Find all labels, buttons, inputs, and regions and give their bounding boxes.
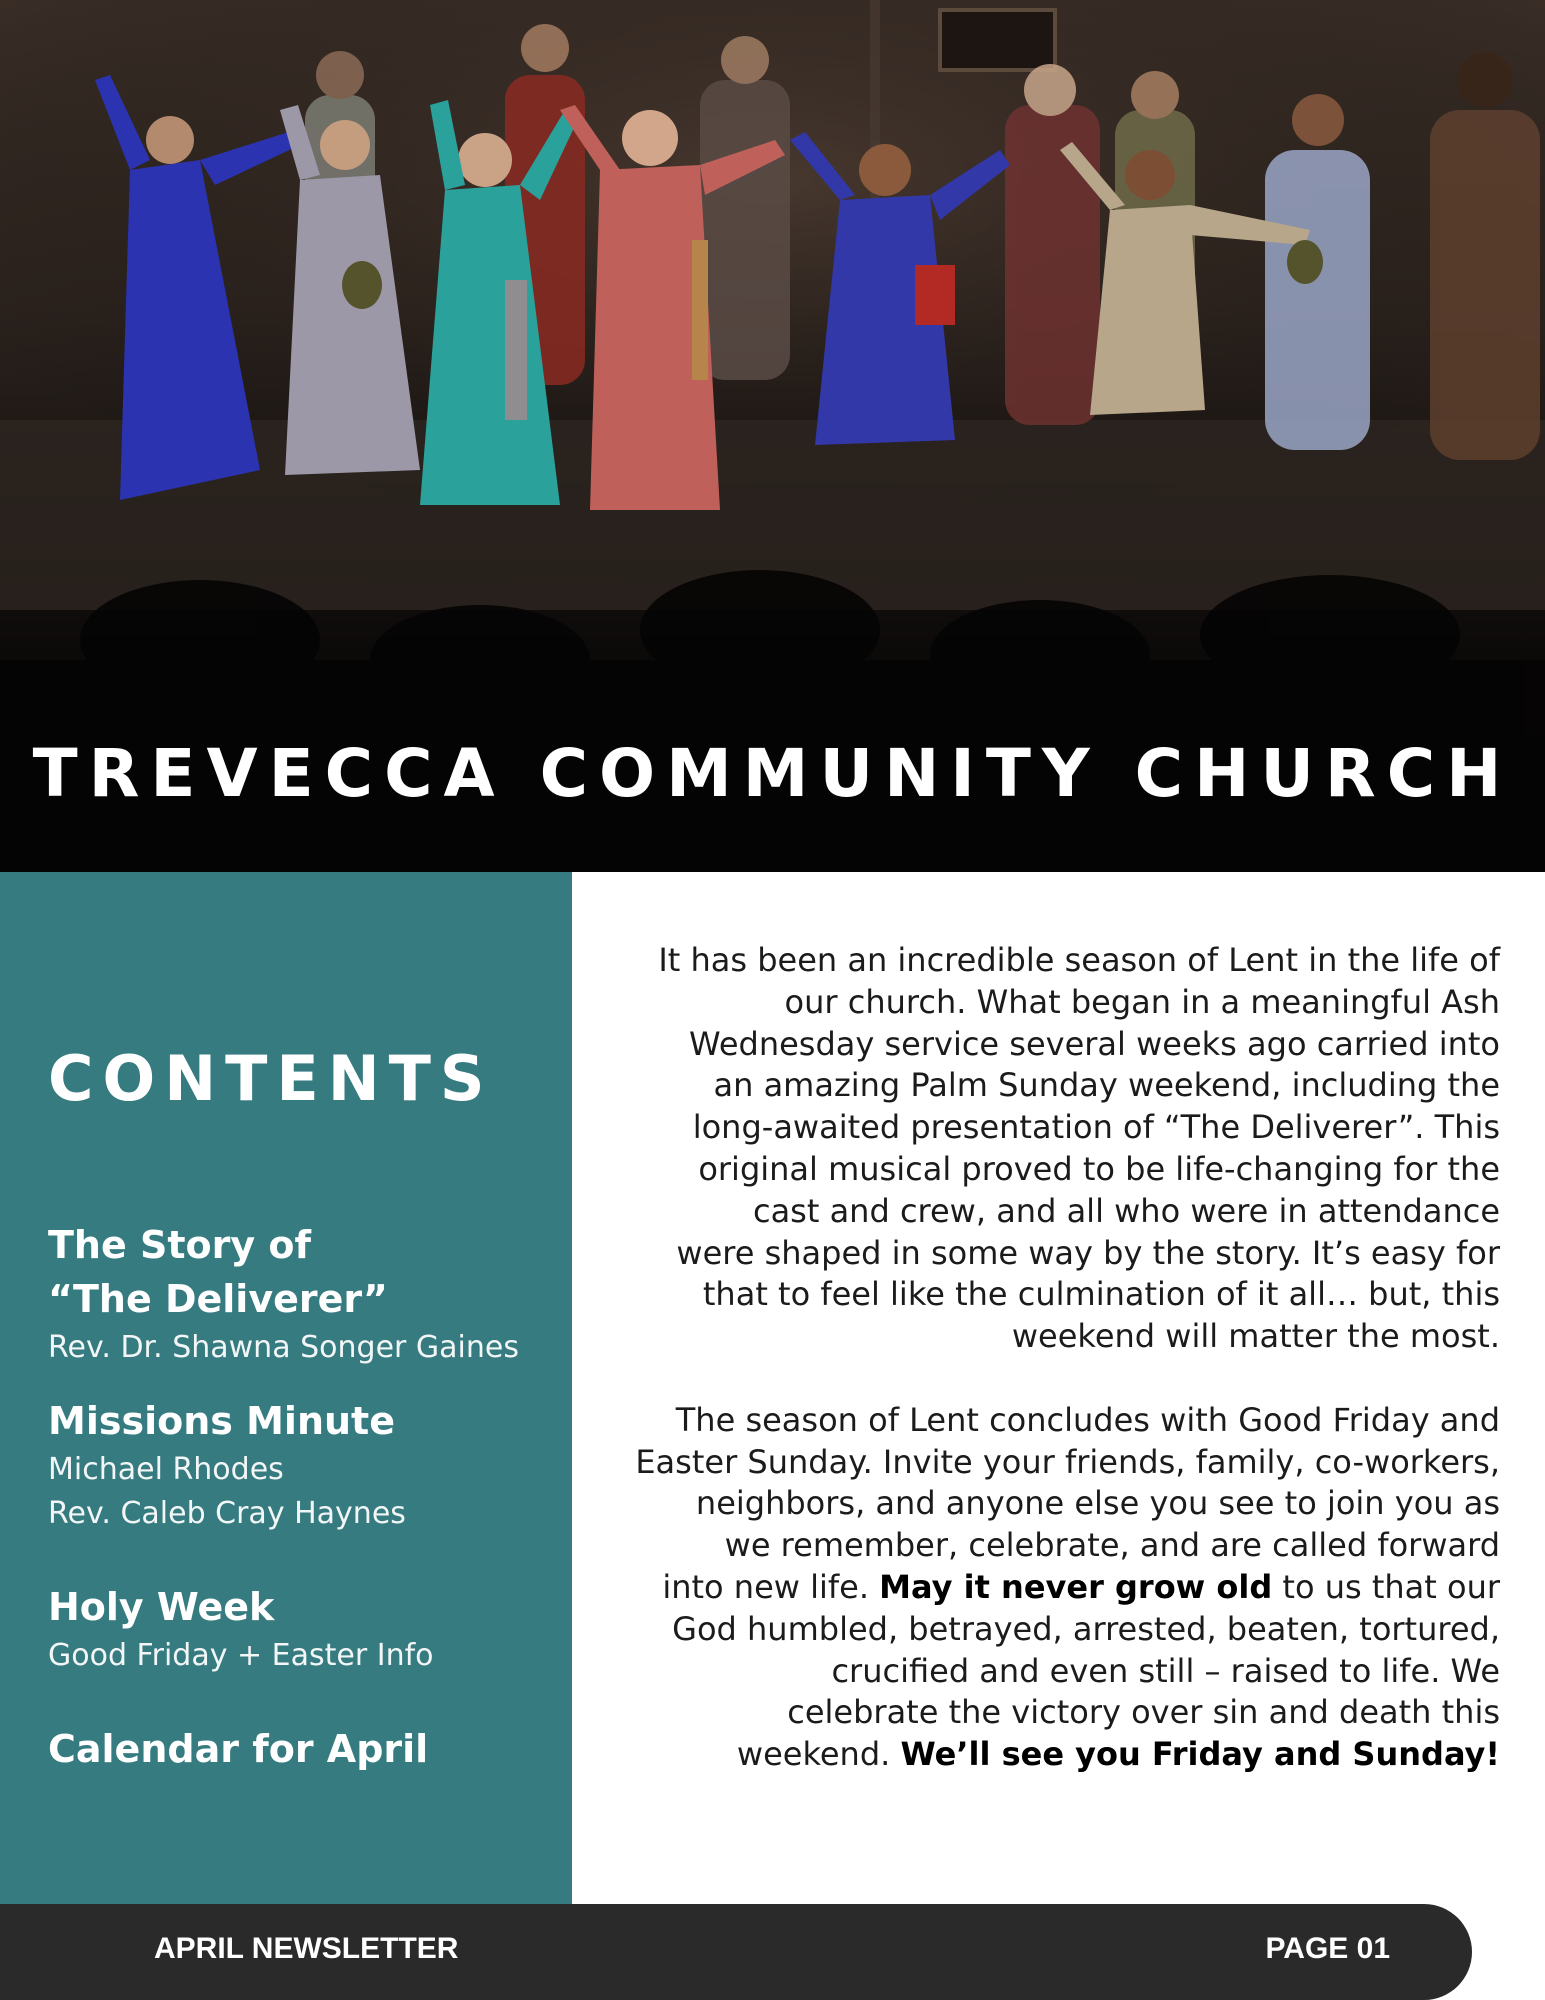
toc-item-title: Missions Minute: [48, 1399, 395, 1443]
hero-photo: [0, 0, 1545, 872]
article-line: Easter Sunday. Invite your friends, family, co-workers,: [635, 1442, 1500, 1481]
article-line: that to feel like the culmination of it all… but, this: [702, 1275, 1500, 1314]
article-line: God humbled, betrayed, arrested, beaten, tortured,: [672, 1609, 1500, 1648]
toc-item-subtitle: Michael Rhodes: [48, 1452, 284, 1487]
article-line: an amazing Palm Sunday weekend, including the: [713, 1066, 1500, 1105]
church-title: TREVECCA COMMUNITY CHURCH: [32, 735, 1513, 812]
article-line: we remember, celebrate, and are called forward: [724, 1526, 1500, 1565]
toc-item-title: Calendar for April: [48, 1727, 429, 1771]
article-line: It has been an incredible season of Lent in the life of: [658, 941, 1500, 979]
toc-item-subtitle: Rev. Caleb Cray Haynes: [48, 1496, 406, 1531]
intro-article: [590, 940, 1500, 1776]
toc-item-title: The Story of: [48, 1223, 311, 1267]
article-line: neighbors, and anyone else you see to join you as: [695, 1484, 1500, 1523]
article-text: to us that our: [1272, 1567, 1500, 1606]
toc-item-holy-week[interactable]: [48, 1580, 563, 1678]
article-line: weekend will matter the most.: [1011, 1317, 1500, 1356]
toc-item-title: Holy Week: [48, 1585, 275, 1629]
article-paragraph-2: [590, 1400, 1500, 1776]
article-text: into new life.: [662, 1567, 880, 1606]
article-line: long-awaited presentation of “The Deliverer”. This: [692, 1108, 1500, 1147]
article-line: crucified and even still – raised to life. We: [831, 1651, 1500, 1690]
article-line: cast and crew, and all who were in attendance: [752, 1191, 1500, 1230]
toc-item-calendar-for-april[interactable]: [48, 1722, 563, 1776]
contents-heading: CONTENTS: [48, 1042, 494, 1115]
contents-sidebar: [0, 872, 572, 1904]
article-line: [590, 1734, 1500, 1776]
toc-item-subtitle: Rev. Dr. Shawna Songer Gaines: [48, 1330, 519, 1365]
article-line: our church. What began in a meaningful Ash: [784, 982, 1500, 1021]
newsletter-label: APRIL NEWSLETTER: [154, 1932, 459, 1965]
toc-item-subtitle: Good Friday + Easter Info: [48, 1638, 434, 1673]
toc-item-missions-minute[interactable]: [48, 1394, 563, 1536]
article-line: original musical proved to be life-changing for the: [698, 1149, 1500, 1188]
article-emphasis: May it never grow old: [879, 1567, 1273, 1606]
toc-item-title: “The Deliverer”: [48, 1277, 388, 1321]
article-line: [590, 1567, 1500, 1609]
article-line: were shaped in some way by the story. It’s easy for: [676, 1233, 1500, 1272]
article-line: The season of Lent concludes with Good Friday and: [675, 1400, 1500, 1439]
article-text: weekend.: [736, 1735, 901, 1774]
article-emphasis: We’ll see you Friday and Sunday!: [900, 1735, 1500, 1774]
article-paragraph-1: [590, 940, 1500, 1358]
article-line: Wednesday service several weeks ago carried into: [689, 1024, 1500, 1063]
article-line: celebrate the victory over sin and death this: [787, 1693, 1500, 1732]
footer-bar: [0, 1904, 1472, 2000]
toc-item-story-of-the-deliverer[interactable]: [48, 1218, 563, 1370]
page-number: PAGE 01: [1265, 1932, 1390, 1965]
